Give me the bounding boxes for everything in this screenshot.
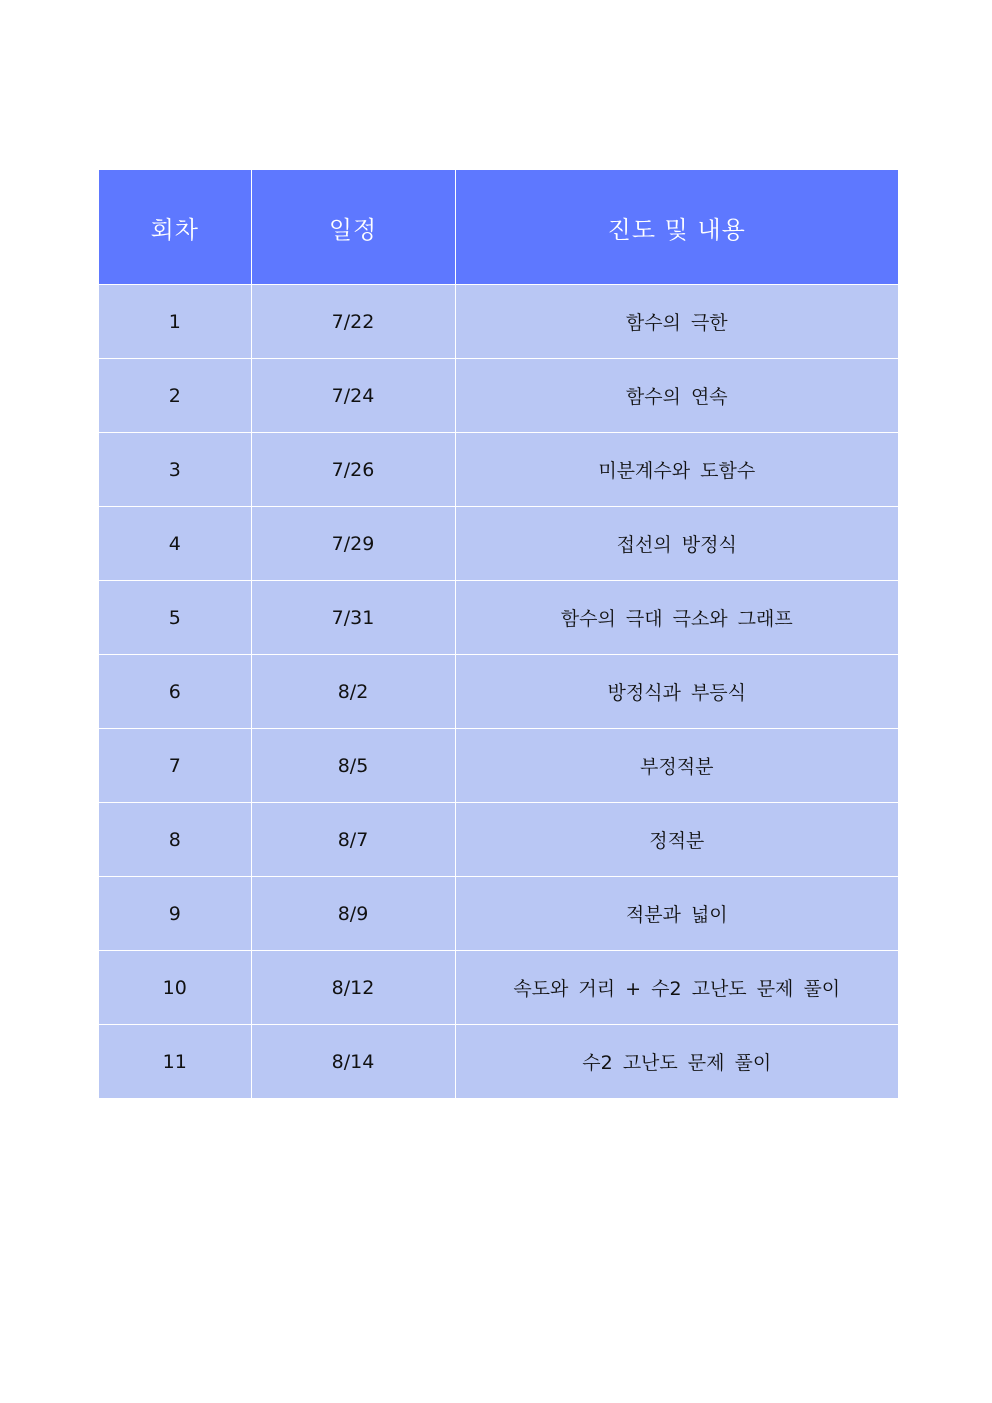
session-content: 적분과 넓이 (455, 877, 898, 951)
session-date: 8/7 (251, 803, 455, 877)
session-date: 7/24 (251, 359, 455, 433)
table-row (99, 433, 898, 507)
session-date: 8/12 (251, 951, 455, 1025)
table-row (99, 951, 898, 1025)
session-date: 8/5 (251, 729, 455, 803)
table-row (99, 285, 898, 359)
session-date: 7/29 (251, 507, 455, 581)
schedule-table (99, 170, 898, 1098)
table-row (99, 359, 898, 433)
table-row (99, 729, 898, 803)
table-row (99, 655, 898, 729)
session-number: 7 (99, 729, 251, 803)
table-row (99, 1025, 898, 1099)
session-number: 5 (99, 581, 251, 655)
session-date: 7/31 (251, 581, 455, 655)
session-number: 11 (99, 1025, 251, 1099)
session-date: 7/22 (251, 285, 455, 359)
session-content: 부정적분 (455, 729, 898, 803)
session-content: 접선의 방정식 (455, 507, 898, 581)
table-row (99, 803, 898, 877)
session-number: 6 (99, 655, 251, 729)
session-date: 8/2 (251, 655, 455, 729)
session-number: 2 (99, 359, 251, 433)
session-content: 수2 고난도 문제 풀이 (455, 1025, 898, 1099)
session-date: 8/9 (251, 877, 455, 951)
session-content: 함수의 연속 (455, 359, 898, 433)
session-date: 8/14 (251, 1025, 455, 1099)
session-number: 1 (99, 285, 251, 359)
session-content: 미분계수와 도함수 (455, 433, 898, 507)
session-number: 4 (99, 507, 251, 581)
header-row (99, 170, 898, 285)
session-content: 함수의 극대 극소와 그래프 (455, 581, 898, 655)
session-number: 9 (99, 877, 251, 951)
header-content: 진도 및 내용 (455, 170, 898, 285)
table-row (99, 507, 898, 581)
table-row (99, 581, 898, 655)
session-content: 함수의 극한 (455, 285, 898, 359)
session-content: 정적분 (455, 803, 898, 877)
session-number: 8 (99, 803, 251, 877)
table-row (99, 877, 898, 951)
header-session: 회차 (99, 170, 251, 285)
session-number: 3 (99, 433, 251, 507)
session-content: 속도와 거리 + 수2 고난도 문제 풀이 (455, 951, 898, 1025)
session-number: 10 (99, 951, 251, 1025)
header-date: 일정 (251, 170, 455, 285)
session-date: 7/26 (251, 433, 455, 507)
session-content: 방정식과 부등식 (455, 655, 898, 729)
